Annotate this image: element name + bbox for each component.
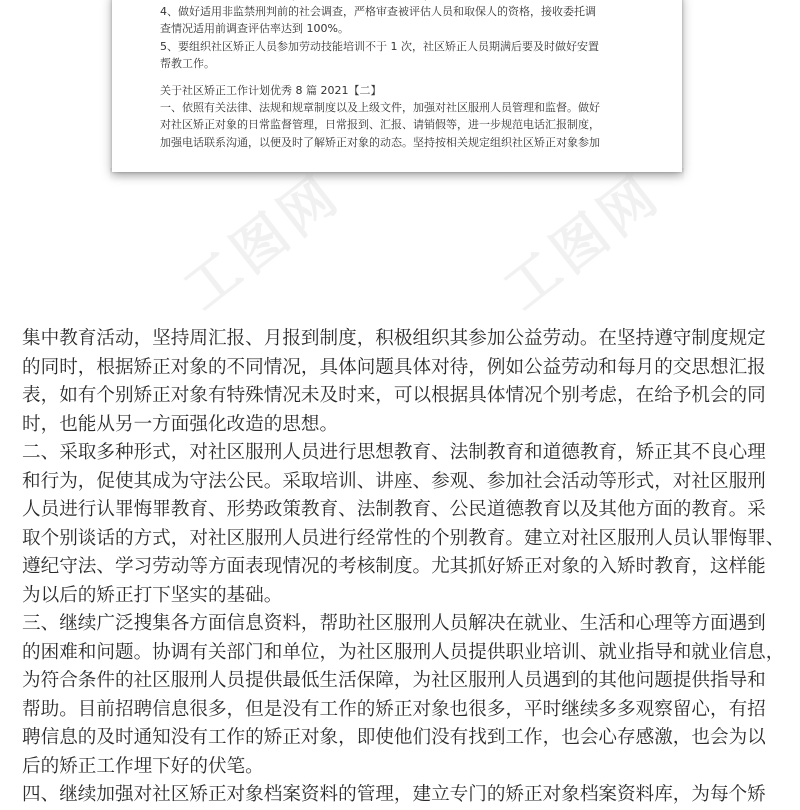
body-line: 的困难和问题。协调有关部门和单位，为社区服刑人员提供职业培训、就业指导和就业信息，: [22, 641, 785, 663]
body-line: 集中教育活动，坚持周汇报、月报到制度，积极组织其参加公益劳动。在坚持遵守制度规定: [22, 328, 766, 349]
body-line: 二、采取多种形式，对社区服刑人员进行思想教育、法制教育和道德教育，矫正其不良心理: [22, 442, 766, 463]
body-line: 遵纪守法、学习劳动等方面表现情况的考核制度。尤其抓好矫正对象的入矫时教育，这样能: [22, 556, 766, 577]
preview-gap: [160, 72, 640, 82]
body-line: 三、继续广泛搜集各方面信息资料，帮助社区服刑人员解决在就业、生活和心理等方面遇到: [22, 613, 766, 634]
preview-line: 帮教工作。: [160, 56, 215, 70]
body-line: 帮助。目前招聘信息很多，但是没有工作的矫正对象也很多，平时继续多多观察留心，有招: [22, 698, 766, 720]
body-line: 四、继续加强对社区矫正对象档案资料的管理，建立专门的矫正对象档案资料库，为每个矫: [22, 784, 766, 805]
watermark-logo: 工图网: [172, 161, 353, 322]
preview-text-block: [160, 0, 640, 151]
preview-heading: 关于社区矫正工作计划优秀 8 篇 2021【二】: [160, 83, 382, 97]
body-line: 为符合条件的社区服刑人员提供最低生活保障，为社区服刑人员遇到的其他问题提供指导和: [22, 670, 766, 691]
preview-line: 加强电话联系沟通，以便及时了解矫正对象的动态。坚持按相关规定组织社区矫正对象参加: [160, 135, 600, 149]
body-line: 的同时，根据矫正对象的不同情况，具体问题具体对待，例如公益劳动和每月的交思想汇报: [22, 356, 766, 378]
preview-line: 一、依照有关法律、法规和规章制度以及上级文件，加强对社区服刑人员管理和监督。做好: [160, 101, 600, 115]
body-line: 聘信息的及时通知没有工作的矫正对象，即使他们没有找到工作，也会心存感激，也会为以: [22, 727, 766, 748]
document-preview-card: [112, 0, 682, 172]
body-line: 和行为，促使其成为守法公民。采取培训、讲座、参观、参加社会活动等形式，对社区服刑: [22, 470, 766, 492]
preview-line: 4、做好适用非监禁刑判前的社会调查，严格审查被评估人员和取保人的资格，接收委托调: [160, 5, 596, 19]
preview-line: 查情况适用前调查评估率达到 100%。: [160, 22, 349, 36]
body-line: 后的矫正工作埋下好的伏笔。: [22, 755, 264, 777]
body-line: 时，也能从另一方面强化改造的思想。: [22, 413, 339, 435]
main-body-text: [22, 325, 785, 810]
preview-line: 5、要组织社区矫正人员参加劳动技能培训不于 1 次，社区矫正人员期满后要及时做好安置: [160, 39, 599, 53]
body-line: 取个别谈话的方式，对社区服刑人员进行经常性的个别教育。建立对社区服刑人员认罪悔罪、: [22, 527, 785, 549]
body-line: 表，如有个别矫正对象有特殊情况未及时来，可以根据具体情况个别考虑，在给予机会的同: [22, 385, 766, 406]
body-line: 为以后的矫正打下坚实的基础。: [22, 584, 283, 606]
watermark-logo: 工图网: [492, 161, 673, 322]
body-line: 人员进行认罪悔罪教育、形势政策教育、法制教育、公民道德教育以及其他方面的教育。采: [22, 499, 766, 520]
document-preview-area: [0, 0, 800, 322]
preview-line: 对社区矫正对象的日常监督管理，日常报到、汇报、请销假等，进一步规范电话汇报制度，: [160, 118, 600, 132]
